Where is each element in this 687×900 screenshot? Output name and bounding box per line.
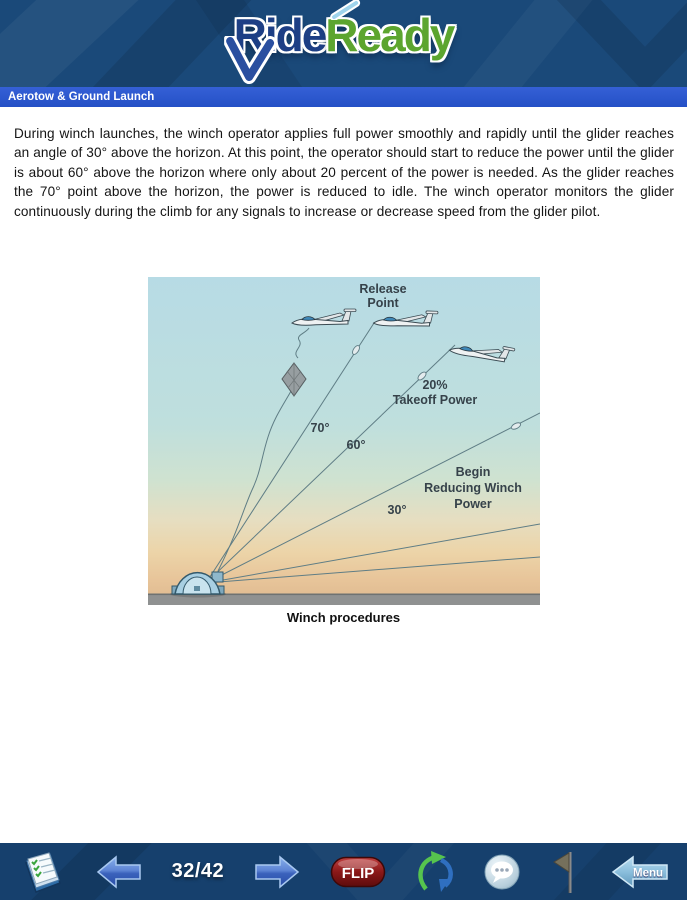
notes-button[interactable] (18, 849, 66, 895)
label-release-line2: Point (367, 296, 399, 310)
sky-background (148, 277, 540, 605)
winch-procedures-figure (148, 277, 540, 605)
lesson-paragraph: During winch launches, the winch operator applies full power smoothly and rapidly until the glider reaches an angle of 30° above the horizon. At this point, the operator should start to reduce the power until the glider is about 60° above the horizon where only about 20 percent of the power is needed. As the glider reaches the 70° point above the horizon, the power is reduced to idle. The winch operator monitors the glider continuously during the climb for any signals to increase or decrease speed from the glider pilot. (14, 126, 674, 219)
next-page-button[interactable] (254, 854, 300, 890)
label-release-line1: Release (359, 282, 407, 296)
label-angle-30: 30° (387, 503, 407, 517)
section-title-bar (0, 87, 687, 107)
arrow-right-icon (254, 854, 300, 890)
sync-button[interactable] (416, 851, 454, 893)
flag-icon (551, 848, 581, 896)
label-begin-line3: Power (454, 497, 492, 511)
bottom-toolbar (0, 843, 687, 900)
winch-diagram (148, 277, 540, 605)
menu-arrow-icon (611, 853, 669, 891)
notes-icon (18, 849, 66, 895)
flip-pill (330, 856, 386, 888)
label-begin-line1: Begin (455, 465, 491, 479)
sync-icon (416, 851, 454, 893)
menu-button[interactable] (611, 853, 669, 891)
label-takeoff-line2: Takeoff Power (392, 393, 478, 407)
figure-caption: Winch procedures (286, 610, 401, 625)
section-title: Aerotow & Ground Launch (8, 91, 155, 103)
app-header (0, 0, 687, 87)
label-begin-line2: Reducing Winch (424, 481, 522, 495)
logo-text-ready: Ready (325, 9, 454, 61)
label-takeoff-line1: 20% (422, 378, 448, 392)
chat-icon (483, 853, 521, 891)
chat-button[interactable] (483, 853, 521, 891)
flip-button[interactable] (330, 856, 386, 888)
label-angle-60: 60° (346, 438, 366, 452)
previous-page-button[interactable] (96, 854, 142, 890)
menu-label: Menu (632, 867, 663, 879)
flip-label: FLIP (341, 864, 374, 882)
logo-text-ride: Ride (233, 9, 326, 61)
rideready-logo (233, 9, 454, 61)
flag-button[interactable] (551, 848, 581, 896)
arrow-left-icon (96, 854, 142, 890)
accent-plane-icon (330, 0, 364, 20)
label-angle-70: 70° (310, 421, 330, 435)
checkmark-icon (224, 36, 276, 84)
page-counter: 32/42 (171, 860, 225, 882)
